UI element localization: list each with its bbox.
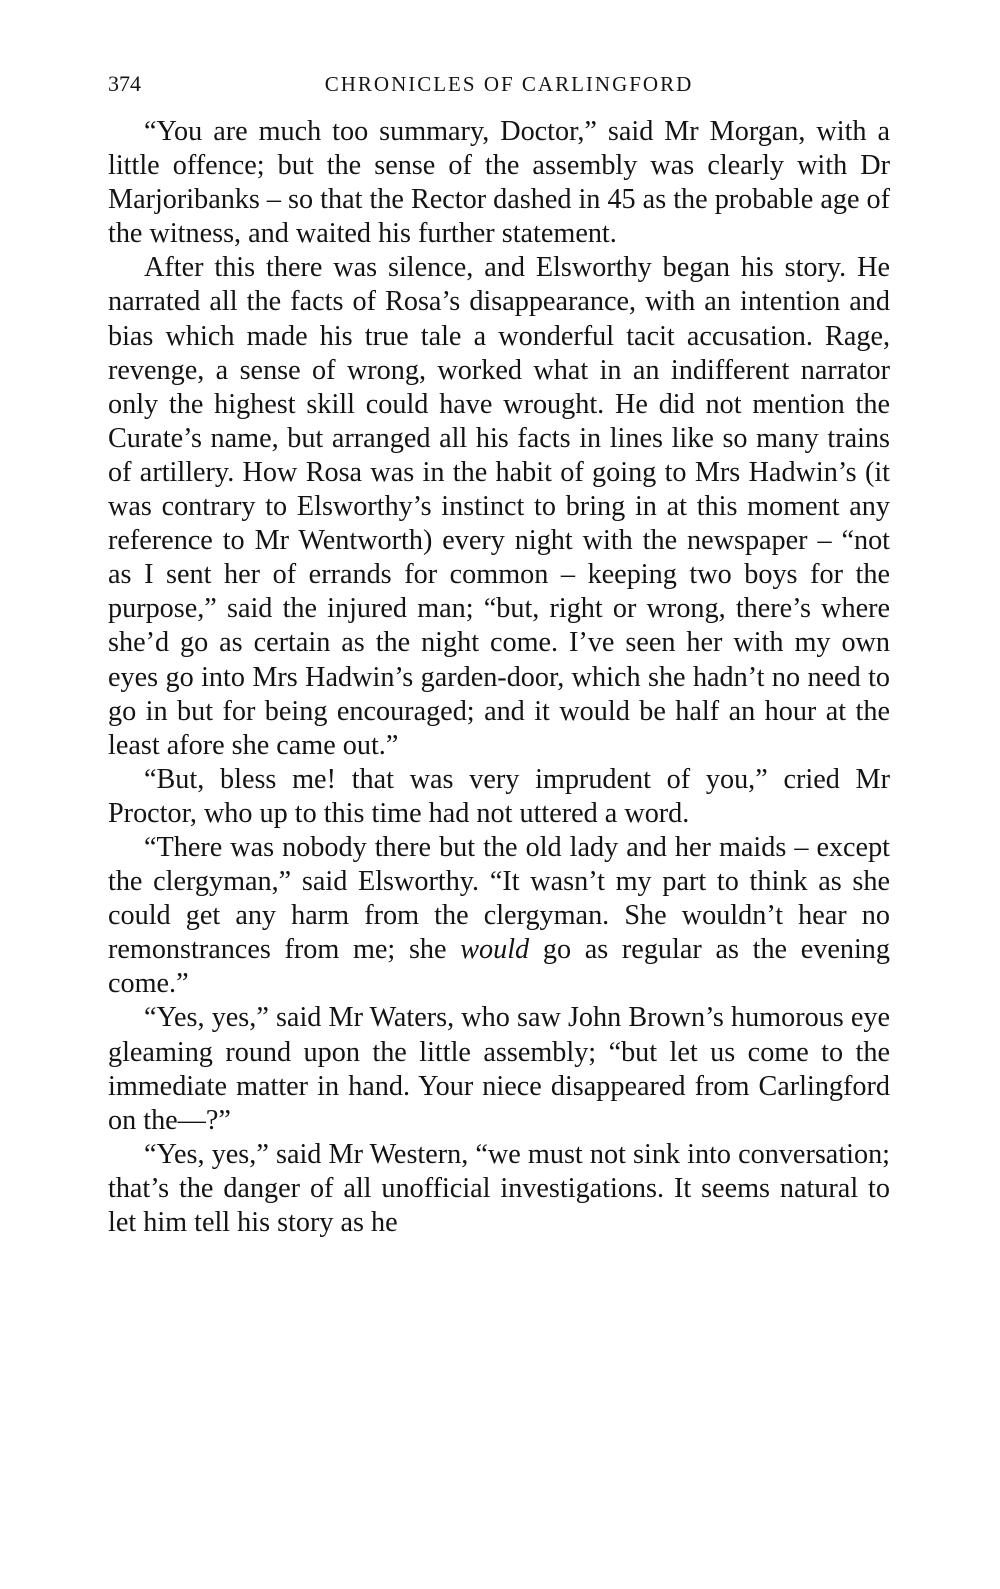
paragraph (108, 115, 890, 251)
paragraph (108, 763, 890, 831)
body-text (108, 115, 890, 1240)
paragraph-text: “But, bless me! that was very imprudent of you,” cried Mr Proctor, who up to this time had not uttered a word. (108, 763, 890, 829)
paragraph-text: go as regular as the evening come.” (108, 934, 890, 1000)
paragraph (108, 251, 890, 762)
paragraph-text: After this there was silence, and Elsworthy began his story. He narrated all the facts of Rosa’s disappearance, with an intention and bias which made his true tale a wonderful tacit accusation. Rage, revenge, a sense of wrong, worked what in an indifferent narrator only the highest skill could have wrought. He did not mention the Curate’s name, but arranged all his facts in lines like so many trains of artillery. How Rosa was in the habit of going to Mrs Hadwin’s (it was contrary to Elsworthy’s instinct to bring in at this moment any reference to Mr Wentworth) every night with the newspaper – “not as I sent her of errands for common – keeping two boys for the purpose,” said the injured man; “but, right or wrong, there’s where she’d go as certain as the night come. I’ve seen her with my own eyes go into Mrs Hadwin’s garden-door, which she hadn’t no need to go in but for being encouraged; and it would be half an hour at the least afore she came out.” (108, 252, 890, 761)
running-title: CHRONICLES OF CARLINGFORD (324, 72, 694, 96)
paragraph-text: “Yes, yes,” said Mr Western, “we must not sink into conversation; that’s the danger of all unofficial investigations. It seems natural to let him tell his story as he (108, 1138, 890, 1238)
paragraph (108, 1001, 890, 1137)
italic-text: would (460, 934, 530, 966)
paragraph (108, 831, 890, 1001)
paragraph-text: “You are much too summary, Doctor,” said Mr Morgan, with a little offence; but the sense of the assembly was clearly with Dr Marjoribanks – so that the Rector dashed in 45 as the probable age of the witness, and waited his further statement. (108, 116, 890, 250)
paragraph (108, 1138, 890, 1240)
running-head (108, 68, 890, 100)
page-number: 374 (108, 71, 141, 96)
paragraph-text: “There was nobody there but the old lady and her maids – except the clergyman,” said Elsworthy. “It wasn’t my part to think as she could get any harm from the clergyman. She wouldn’t hear no remonstrances from me; she (108, 831, 890, 966)
paragraph-text: “Yes, yes,” said Mr Waters, who saw John Brown’s humorous eye gleaming round upon the little assembly; “but let us come to the immediate matter in hand. Your niece disappeared from Carlingford on the—?” (108, 1002, 890, 1136)
